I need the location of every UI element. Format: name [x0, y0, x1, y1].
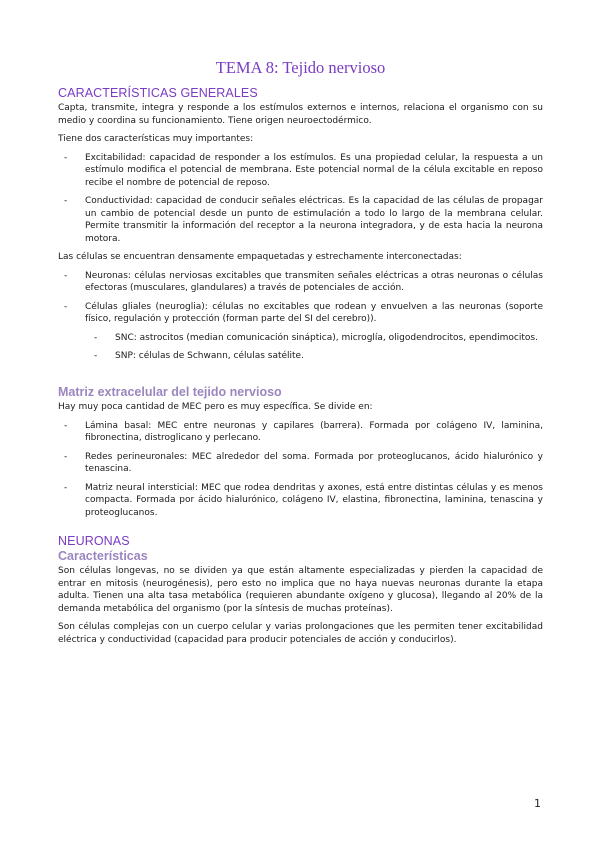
list-item-text: Redes perineuronales: MEC alrededor del soma. Formada por proteoglucanos, ácido hialurónico y tenascina. [85, 451, 543, 474]
sub-list-item [58, 350, 543, 363]
subsection-heading-characteristics: Características [58, 549, 148, 563]
list-dash: - [64, 482, 68, 493]
list-item-text: Neuronas: células nerviosas excitables que transmiten señales eléctricas a otras neuronas o células efectoras (musculares, glandulares) a través de potenciales de acción. [85, 270, 543, 293]
list-item-text: Células gliales (neuroglia): células no excitables que rodean y envuelven a las neuronas (soporte físico, regulación y protección (forman parte del SI del cerebro)). [85, 301, 543, 324]
list-item [58, 195, 543, 245]
sub-list-item-text: SNP: células de Schwann, células satélite. [115, 351, 304, 361]
list-item-text: Conductividad: capacidad de conducir señales eléctricas. Es la capacidad de las células de propagar un cambio de potencial desde un punto de estimulación a todo lo largo de la membrana celular. Permite transmitir la información del receptor a la neurona integradora, y de esta hacia la neurona motora. [85, 196, 543, 244]
section-heading-matrix: Matriz extracelular del tejido nervioso [58, 385, 282, 399]
list-dash: - [64, 196, 68, 206]
paragraph: Las células se encuentran densamente empaquetadas y estrechamente interconectadas: [58, 252, 462, 262]
section-general [58, 86, 543, 363]
list-item [58, 301, 543, 326]
sub-list-item-text: SNC: astrocitos (median comunicación sináptica), microglía, oligodendrocitos, ependimocitos. [115, 332, 538, 343]
paragraph: Tiene dos características muy importantes: [58, 134, 254, 144]
list-dash: - [64, 152, 68, 163]
list-item-text: Excitabilidad: capacidad de responder a los estímulos. Es una propiedad celular, la respuesta a un estímulo modifica el potencial de membrana. Este potencial normal de la célula excitable en reposo recibe el nombre de potencial de reposo. [85, 152, 543, 188]
section-matrix [58, 385, 543, 519]
sub-list-item [58, 332, 543, 345]
paragraph: Son células longevas, no se dividen ya que están altamente especializadas y pierden la capacidad de entrar en mitosis (neurogénesis), pero esto no implica que no haya nuevas neuronas durante la etapa adulta. Tienen una alta tasa metabólica (requieren abundante oxígeno y glucosa), llegando al 20% de la demanda metabólica del organismo (por la síntesis de muchas proteínas). [58, 566, 543, 614]
section-heading-neurons: NEURONAS [58, 534, 130, 548]
list-item-text: Lámina basal: MEC entre neuronas y capilares (barrera). Formada por colágeno IV, laminina, fibronectina, distroglicano y perlecano. [85, 420, 543, 443]
list-dash: - [94, 351, 98, 361]
section-neurons [58, 534, 543, 646]
list-dash: - [64, 270, 68, 281]
list-item [58, 451, 543, 476]
list-dash: - [64, 420, 68, 431]
paragraph: Son células complejas con un cuerpo celular y varias prolongaciones que les permiten tener excitabilidad eléctrica y conductividad (capacidad para producir potenciales de acción y conducirlos). [58, 622, 543, 645]
list-item [58, 152, 543, 190]
section-heading-general: CARACTERÍSTICAS GENERALES [58, 86, 258, 100]
list-dash: - [94, 332, 98, 343]
paragraph: Hay muy poca cantidad de MEC pero es muy específica. Se divide en: [58, 402, 373, 412]
paragraph: Capta, transmite, integra y responde a los estímulos externos e internos, relaciona el organismo con su medio y coordina su funcionamiento. Tiene origen neuroectodérmico. [58, 103, 543, 126]
list-item [58, 482, 543, 520]
page-number: 1 [534, 797, 541, 810]
list-item-text: Matriz neural intersticial: MEC que rodea dendritas y axones, está entre distintas células y es menos compacta. Formada por ácido hialurónico, colágeno IV, elastina, fibronectina, laminina, tenascina y proteoglucanos. [85, 482, 543, 518]
list-dash: - [64, 301, 68, 312]
document-title: TEMA 8: Tejido nervioso [215, 58, 386, 77]
list-item [58, 270, 543, 295]
list-item [58, 420, 543, 445]
list-dash: - [64, 451, 68, 462]
